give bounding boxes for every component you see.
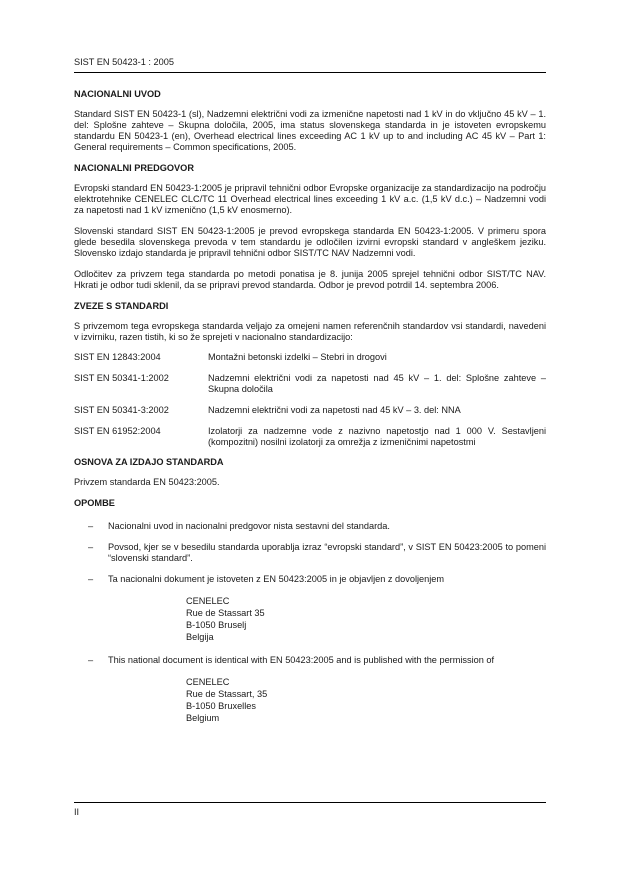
address-line: B-1050 Bruselj <box>186 620 247 630</box>
note-text: Povsod, kjer se v besedilu standarda uporablja izraz “evropski standard”, v SIST EN 50423:2005 to pomeni “slovenski standard”. <box>108 542 546 563</box>
section-title: NACIONALNI UVOD <box>74 89 161 99</box>
address-line: Rue de Stassart, 35 <box>186 689 268 699</box>
list-item <box>88 521 546 532</box>
list-item <box>88 574 546 585</box>
table-row <box>74 373 546 395</box>
section-title: ZVEZE S STANDARDI <box>74 301 169 311</box>
address-block <box>186 595 546 643</box>
table-row <box>74 352 546 363</box>
paragraph: Odločitev za privzem tega standarda po metodi ponatisa je 8. junija 2005 sprejel tehnični odbor SIST/TC NAV. Hkrati je odbor tudi sklenil, da se pripravi prevod standarda. Odbor je prevod potrdil 14. septembra 2006. <box>74 269 546 290</box>
dash-bullet: – <box>88 542 94 552</box>
standard-description: Nadzemni električni vodi za napetosti nad 45 kV – 3. del: NNA <box>208 405 461 415</box>
paragraph: Privzem standarda EN 50423:2005. <box>74 477 220 487</box>
table-row <box>74 405 546 416</box>
page-number: II <box>74 807 80 817</box>
paragraph: S privzemom tega evropskega standarda veljajo za omejeni namen referenčnih standardov vsi standardi, navedeni v izvirniku, razen tistih, ki so že sprejeti v nacionalno standardizacijo: <box>74 321 546 342</box>
paragraph: Slovenski standard SIST EN 50423-1:2005 je prevod evropskega standarda EN 50423-1:2005. V primeru spora glede besedila slovenskega prevoda v tem standardu je odločilen izvirni evropski standard v angleškem jeziku. Slovensko izdajo standarda je pripravil tehnični odbor SIST/TC NAV Nadzemni vodi. <box>74 226 546 258</box>
table-row <box>74 426 546 448</box>
standard-description: Izolatorji za nadzemne vode z nazivno napetostjo nad 1 000 V. Sestavljeni (kompozitni) nosilni izolatorji za omrežja z izmeničnimi napetostmi <box>208 426 546 447</box>
standard-description: Nadzemni električni vodi za napetosti nad 45 kV – 1. del: Splošne zahteve – Skupna določila <box>208 373 546 394</box>
section-nacionalni-uvod <box>74 88 546 153</box>
note-text: Ta nacionalni dokument je istoveten z EN 50423:2005 in je objavljen z dovoljenjem <box>108 574 445 584</box>
page-header <box>74 56 546 73</box>
address-line: Belgija <box>186 632 214 642</box>
section-zveze-s-standardi <box>74 300 546 448</box>
address-line: CENELEC <box>186 596 230 606</box>
paragraph: Evropski standard EN 50423-1:2005 je pripravil tehnični odbor Evropske organizacije za standardizacijo na področju elektrotehnike CENELEC CLC/TC 11 Overhead electrical lines exceeding 1 kV a.c. (1,5 kV d.c.) – Nadzemni vodi za napetosti nad 1 kV izmenično (1,5 kV enosmerno). <box>74 183 546 215</box>
note-text: This national document is identical with EN 50423:2005 and is published with the permission of <box>108 655 495 665</box>
dash-bullet: – <box>88 521 94 531</box>
section-title: OPOMBE <box>74 498 115 508</box>
document-id: SIST EN 50423-1 : 2005 <box>74 57 174 67</box>
standard-code: SIST EN 61952:2004 <box>74 426 161 436</box>
dash-bullet: – <box>88 574 94 584</box>
standard-code: SIST EN 50341-3:2002 <box>74 405 169 415</box>
section-title: OSNOVA ZA IZDAJO STANDARDA <box>74 457 224 467</box>
section-nacionalni-predgovor <box>74 162 546 291</box>
standards-table <box>74 352 546 448</box>
address-block <box>186 676 546 724</box>
list-item <box>88 655 546 666</box>
document-page <box>74 56 546 736</box>
paragraph: Standard SIST EN 50423-1 (sl), Nadzemni električni vodi za izmenične napetosti nad 1 kV in do vključno 45 kV – 1. del: Splošne zahteve – Skupna določila, 2005, ima status slovenskega standarda in je istoveten evropskemu standardu EN 50423-1 (en), Overhead electrical lines exceeding AC 1 kV up to and including AC 45 kV – Part 1: General requirements – Common specifications, 2005. <box>74 109 546 152</box>
dash-bullet: – <box>88 655 94 665</box>
standard-description: Montažni betonski izdelki – Stebri in drogovi <box>208 352 387 362</box>
address-line: B-1050 Bruxelles <box>186 701 256 711</box>
list-item <box>88 542 546 564</box>
section-osnova <box>74 456 546 488</box>
standard-code: SIST EN 12843:2004 <box>74 352 161 362</box>
standard-code: SIST EN 50341-1:2002 <box>74 373 169 383</box>
section-title: NACIONALNI PREDGOVOR <box>74 163 194 173</box>
address-line: Rue de Stassart 35 <box>186 608 265 618</box>
section-opombe <box>74 497 546 724</box>
note-text: Nacionalni uvod in nacionalni predgovor nista sestavni del standarda. <box>108 521 390 531</box>
address-line: CENELEC <box>186 677 230 687</box>
address-line: Belgium <box>186 713 220 723</box>
page-footer <box>74 802 546 818</box>
